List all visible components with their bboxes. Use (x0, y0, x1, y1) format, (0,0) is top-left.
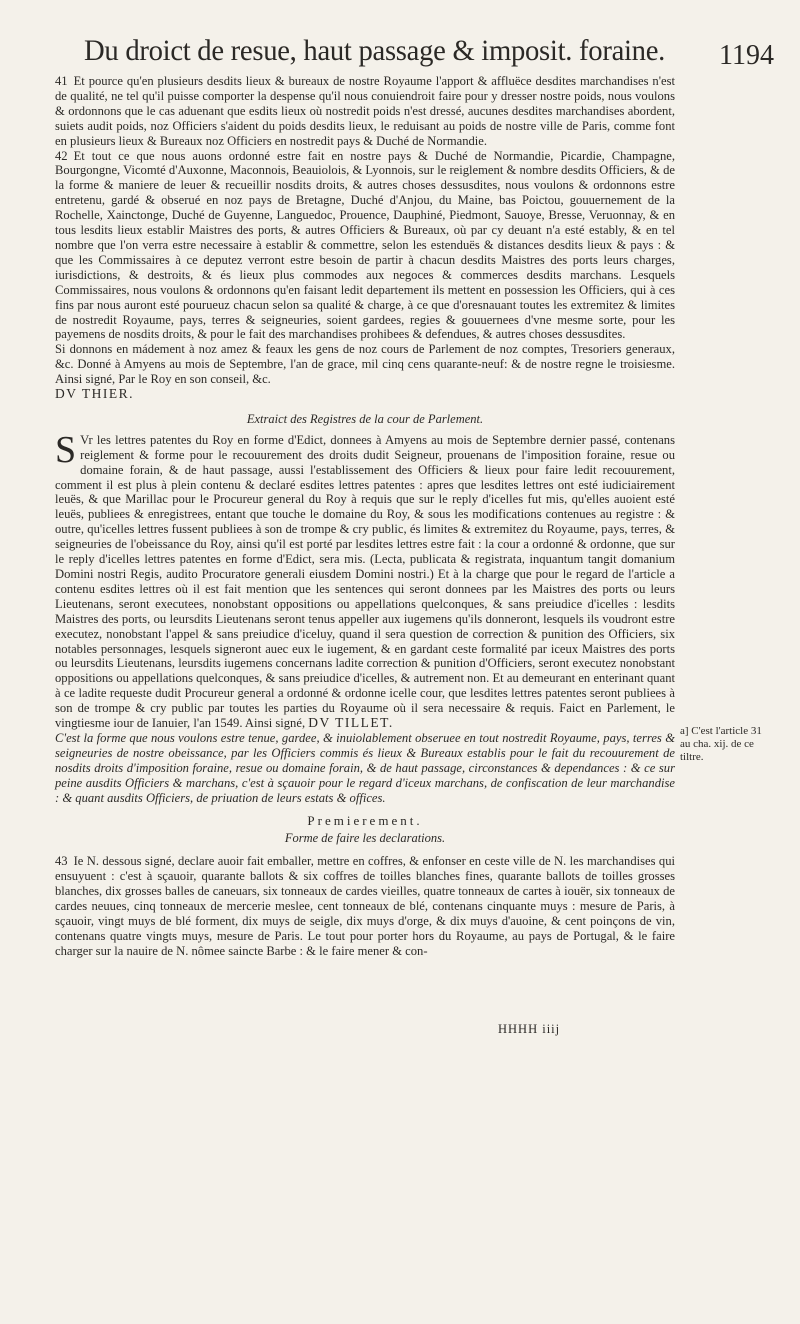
section-heading: Premierement. (307, 812, 423, 828)
paragraph-42 (55, 149, 675, 343)
paragraph-number: 42 (55, 148, 68, 163)
italic-instruction: C'est la forme que nous voulons estre tenue, gardee, & inuiolablement obseruee en tout nostredit Royaume, pays, terres & seigneuries de nostre obeissance, par les Officiers commis és lieux & Bureaux establis pour le fait du recouurement de nosdits droits d'imposition foraine, resue ou domaine forain, & de haut passage, circonstances & dependances : & ce sur peine ausdits Officiers & marchans, c'est à sçauoir pour le regard d'iceux marchans, de confiscation de leur marchandise : & quant ausdits Officiers, de priuation de leurs estats & offices. (55, 730, 675, 805)
paragraph-43 (55, 854, 675, 958)
section-subheading: Forme de faire les declarations. (284, 831, 446, 846)
extract-paragraph (55, 428, 675, 731)
main-text (55, 74, 675, 959)
signature-du-tillet: DV TILLET. (308, 715, 394, 731)
paragraph-number: 41 (55, 74, 68, 88)
folio-number: 1194 (719, 40, 774, 71)
paragraph-41 (55, 74, 675, 149)
paragraph-number: 43 (55, 854, 68, 869)
extract-heading: Extraict des Registres de la cour de Parlement. (246, 411, 484, 426)
margin-note: a] C'est l'article 31 au cha. xij. de ce tiltre. (680, 725, 762, 763)
running-title: Du droict de resue, haut passage & imposit. foraine. (84, 34, 666, 67)
drop-capital: S (55, 428, 77, 471)
paragraph-closing (55, 342, 675, 387)
paragraph-text: Et pource qu'en plusieurs desdits lieux & bureaux de nostre Royaume l'apport & affluëce desdites marchandises n'est de qualité, ne tel qu'il puisse comporter la despense qu'il nous conuiendroit faire pour y dresser nostre poids, nous voulons & ordonnons que le cas aduenant que esdits lieux où nostredit poids n'est dressé, aucunes desdites marchandises abordent, suiets audit poids, noz Officiers s'aident du poids desdits lieux, le reduisant au poids de nostre ville de Paris, comme font en plusieurs lieux & Bureaux noz Officiers en nostredit pays & Duché de Normandie. (55, 74, 675, 148)
signature-mark: HHHH iiij (498, 1022, 561, 1036)
extract-text: Vr les lettres patentes du Roy en forme d'Edict, donnees à Amyens au mois de Septembre dernier passé, contenans reiglement & forme pour le recouurement des droits dudit Seigneur, prouenans de l'imposition foraine, resue ou domaine forain, & de haut passage, aussi l'establissement des Officiers & lieux pour faire ledit recouurement, comment il est plus à plein contenu & declaré esdites lettres patentes : apres que lesdites lettres ont esté iudiciairement leuës, & que Marillac pour le Procureur general du Roy à requis que sur le reply d'icelles fut mis, qu'elles auoient esté leuës, publiees & enregistrees, entant que touche le domaine du Roy, & sous les modifications contenues au registre : & outre, qu'icelles lettres fussent publiees à son de trompe & cry public, és limites & extremitez du Royaume, pays, terres, & seigneuries de l'obeissance du Roy, ainsi qu'il est porté par lesdites lettres estre fait : la cour a ordonné & ordonne, que sur le reply d'icelles lettres patentes en forme d'Edict, sera mis. (Lecta, publicata & registrata, inquantum tangit domanium Domini nostri Regis, audito Procuratore generali eiusdem Domini nostri.) Et à la charge que pour le regard de l'article a contenu esdites lettres où il est fait mention que les sentences qui seront donnees par les Maistres des ports ou leurs Lieutenans, seront executees, nonobstant oppositions ou appellations quelconques, & sans preiudice d'icelles : lesdits Maistres des ports, ou leursdits Lieutenans seront tenus appeller aux iugemens qu'ils donneront, lesquels ils voudront estre executez, nonobstant l'appel & sans preiudice d'iceluy, quand il sera question de correction & punition des Officiers, six notables personnages, lesquels signeront auec eux le iugement, & en gardant ceste formalité par iceux Maistres des ports ou leursdits Lieutenans, leursdits iugemens concernans ladite correction & punition d'Officiers, seront executez nonobstant oppositions ou appellations quelconques, & sans preiudice d'icelles, & autrement non. Et au demeurant en enterinant quant à ce ladite requeste dudit Procureur general a ordonné & ordonne icelle cour, que lesdites lettres patentes seront publiees à son de trompe & cry public par toutes les parties du Royaume où il sera necessaire & requis. Faict en Parlement, le vingtiesme iour de Ianuier, l'an 1549. Ainsi signé, (55, 432, 675, 731)
paragraph-text: Si donnons en mádement à noz amez & feaux les gens de noz cours de Parlement de noz comptes, Tresoriers generaux, &c. Donné à Amyens au mois de Septembre, l'an de grace, mil cinq cens quarante-neuf: & de nostre regne le troisiesme. Ainsi signé, Par le Roy en son conseil, &c. (55, 342, 675, 387)
paragraph-text: Et tout ce que nous auons ordonné estre fait en nostre pays & Duché de Normandie, Picardie, Champagne, Bourgongne, Vicomté d'Auxonne, Maconnois, Beauiolois, & Lyonnois, sur le reiglement & nombre desdits Officiers, & de la forme & maniere de leuer & recueillir nosdits droits, & autres choses dessusdites, nous voulons & ordonnons estre entretenu, gardé & obserué en noz pays de Bretagne, Duché d'Anjou, du Maine, bas Poictou, gouuernement de la Rochelle, Xainctonge, Duché de Guyenne, Languedoc, Prouence, Dauphiné, Piedmont, Sauoye, Bresse, Veruonnay, & en tous lesdits lieux establir Maistres des ports, & autres Officiers & Bureaux, où par cy deuant n'a esté estably, & en tel nombre que l'on verra estre necessaire à establir & commettre, selon les estenduës & distances desdits lieux & pays : & que les Commissaires à ce deputez verront estre besoin de partir à chacun desdits Maistres des ports leurs charges, iurisdictions, & destroits, & és lieux plus commodes aux negoces & commerces desdits marchans. Lesquels Commissaires, nous voulons & ordonnons qu'en faisant ledit departement ils mettent en possession les Officiers, qui à ces fins par nous auront esté pourueuz chacun selon sa qualité & charge, à ce que d'oresnauant toutes les extremitez & limites de nostredit Royaume, pays, terres & seigneuries, soient gardees, regies & gouuernees d'vne mesme sorte, pour les payemens de nosdits droits, & pour le fait des marchandises prohibees & defendues, & autres choses dessusdites. (55, 148, 675, 342)
paragraph-text: Ie N. dessous signé, declare auoir fait emballer, mettre en coffres, & enfonser en ceste ville de N. les marchandises qui ensuyuent : c'est à sçauoir, quarante ballots & six coffres de toilles blanches fines, quarante ballots de toilles grosses blanches, dix grosses balles de caneuars, six tonneaux de cardes vieilles, quatre tonneaux de cartes à iouër, six tonneaux de cardes neuues, cinq tonneaux de mercerie meslee, cent tonneaux de blé, contenans cinquante muys : mesure de Paris, à sçauoir, vingt muys de blé forment, dix muys de seigle, dix muys d'orge, & dix muys d'auoine, & cent poinçons de vin, contenans quatre vingts muys, mesure de Paris. Le tout pour porter hors du Royaume, au pays de Portugal, & le faire charger sur la nauire de N. nômee saincte Barbe : & le faire mener & con- (55, 854, 675, 958)
signature-du-thier: DV THIER. (55, 386, 135, 402)
